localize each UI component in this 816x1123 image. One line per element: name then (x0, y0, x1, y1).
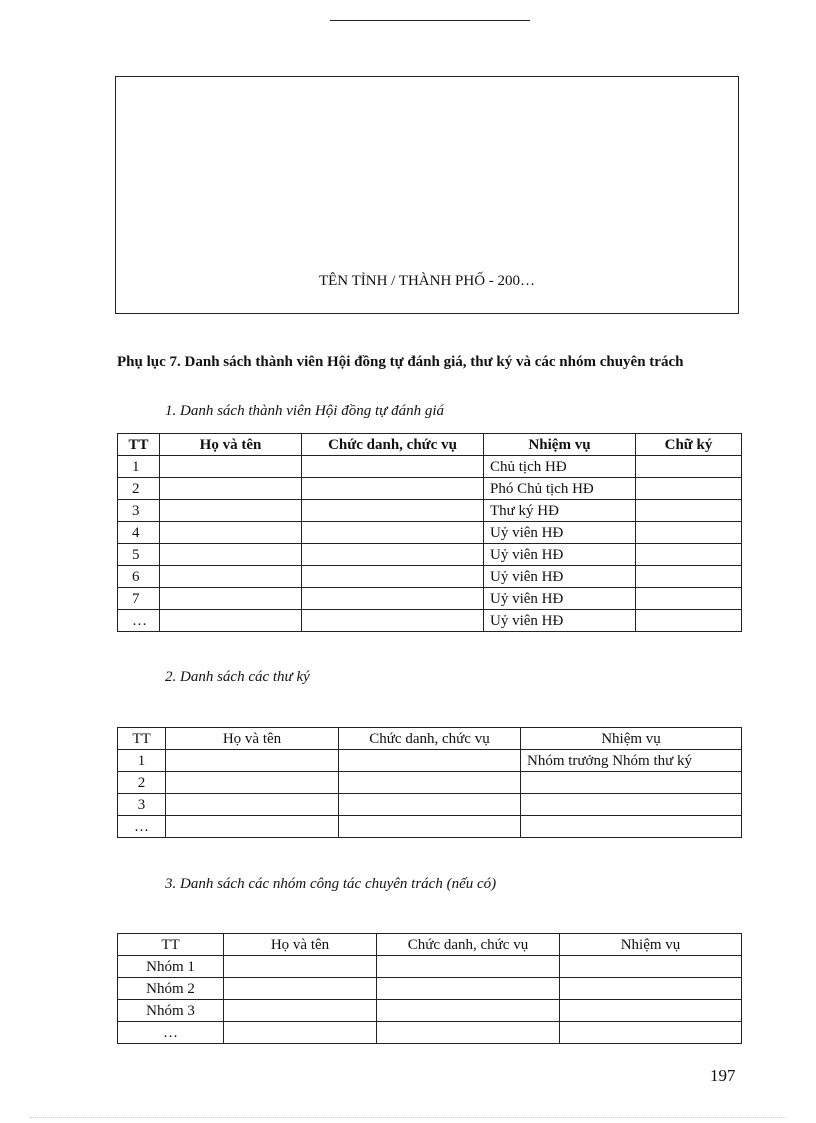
table-cell (166, 816, 339, 838)
section3-title: 3. Danh sách các nhóm công tác chuyên trách (nếu có) (165, 876, 497, 892)
table-row (118, 1000, 742, 1022)
col-title: Chức danh, chức vụ (339, 728, 521, 750)
cover-box (115, 76, 739, 314)
table-cell: Phó Chủ tịch HĐ (484, 478, 636, 500)
table-row (118, 794, 742, 816)
table-cell (377, 956, 560, 978)
table-cell (160, 478, 302, 500)
table-cell: Nhóm 2 (118, 978, 224, 1000)
table-cell (160, 456, 302, 478)
col-name: Họ và tên (160, 434, 302, 456)
table-cell (166, 772, 339, 794)
table-cell: Chủ tịch HĐ (484, 456, 636, 478)
table-cell (521, 794, 742, 816)
table-cell (636, 522, 742, 544)
table-cell (521, 816, 742, 838)
table-cell (377, 1022, 560, 1044)
col-tt: TT (118, 728, 166, 750)
table-row (118, 750, 742, 772)
table-cell (224, 1022, 377, 1044)
table-cell (160, 566, 302, 588)
table-cell (302, 500, 484, 522)
col-title: Chức danh, chức vụ (377, 934, 560, 956)
table-cell (302, 566, 484, 588)
table-cell (339, 750, 521, 772)
table-cell (224, 1000, 377, 1022)
col-title: Chức danh, chức vụ (302, 434, 484, 456)
table-cell (160, 500, 302, 522)
secretaries-table (117, 727, 742, 838)
table-cell (636, 610, 742, 632)
col-name: Họ và tên (224, 934, 377, 956)
table-cell (160, 544, 302, 566)
table-cell (377, 1000, 560, 1022)
table-cell (302, 456, 484, 478)
table-cell (560, 1022, 742, 1044)
top-divider (330, 20, 530, 21)
table-cell: 1 (118, 456, 160, 478)
table-cell (160, 588, 302, 610)
table-cell: Nhóm 1 (118, 956, 224, 978)
council-members-table (117, 433, 742, 632)
bottom-dotted-line (30, 1117, 786, 1118)
table-cell: 2 (118, 772, 166, 794)
table-cell: … (118, 816, 166, 838)
table-header-row (118, 434, 742, 456)
table-cell: Uỷ viên HĐ (484, 544, 636, 566)
table-cell: Uỷ viên HĐ (484, 588, 636, 610)
col-name: Họ và tên (166, 728, 339, 750)
table-cell (302, 610, 484, 632)
cover-place-line: TÊN TỈNH / THÀNH PHỐ - 200… (318, 273, 536, 289)
table-cell (302, 588, 484, 610)
table-cell (560, 1000, 742, 1022)
table-cell: 3 (118, 500, 160, 522)
table-cell: 2 (118, 478, 160, 500)
table-cell (160, 522, 302, 544)
table-cell (302, 478, 484, 500)
task-groups-table (117, 933, 742, 1044)
table-cell: 1 (118, 750, 166, 772)
col-tt: TT (118, 934, 224, 956)
section1-title: 1. Danh sách thành viên Hội đồng tự đánh giá (165, 403, 444, 419)
table-row (118, 522, 742, 544)
table-row (118, 544, 742, 566)
col-duty: Nhiệm vụ (484, 434, 636, 456)
table-row (118, 566, 742, 588)
table-cell: 6 (118, 566, 160, 588)
col-signature: Chữ ký (636, 434, 742, 456)
table-cell: Uỷ viên HĐ (484, 610, 636, 632)
col-tt: TT (118, 434, 160, 456)
table-cell (302, 522, 484, 544)
table-row (118, 956, 742, 978)
table-cell (521, 772, 742, 794)
appendix-title: Phụ lục 7. Danh sách thành viên Hội đồng tự đánh giá, thư ký và các nhóm chuyên trách (117, 354, 684, 370)
table-cell: 3 (118, 794, 166, 816)
table-cell: Nhóm 3 (118, 1000, 224, 1022)
table-cell: Thư ký HĐ (484, 500, 636, 522)
table-cell (636, 588, 742, 610)
table-cell (166, 750, 339, 772)
table-cell (636, 456, 742, 478)
table-cell (636, 478, 742, 500)
page-number: 197 (710, 1066, 736, 1085)
table-cell (302, 544, 484, 566)
table-cell (636, 500, 742, 522)
table-row (118, 772, 742, 794)
table-cell (339, 772, 521, 794)
table-row (118, 500, 742, 522)
table-row (118, 610, 742, 632)
table-header-row (118, 934, 742, 956)
table-row (118, 588, 742, 610)
col-duty: Nhiệm vụ (560, 934, 742, 956)
table-cell (636, 566, 742, 588)
section2-title: 2. Danh sách các thư ký (165, 669, 310, 685)
table-row (118, 1022, 742, 1044)
table-row (118, 478, 742, 500)
table-cell: 4 (118, 522, 160, 544)
table-cell (224, 956, 377, 978)
table-cell (560, 978, 742, 1000)
table-header-row (118, 728, 742, 750)
table-cell (160, 610, 302, 632)
table-cell (224, 978, 377, 1000)
table-cell (339, 816, 521, 838)
table-cell: Uỷ viên HĐ (484, 522, 636, 544)
table-cell: 7 (118, 588, 160, 610)
table-cell: Nhóm trưởng Nhóm thư ký (521, 750, 742, 772)
table-cell: Uỷ viên HĐ (484, 566, 636, 588)
table-cell (636, 544, 742, 566)
table-row (118, 456, 742, 478)
table-row (118, 978, 742, 1000)
col-duty: Nhiệm vụ (521, 728, 742, 750)
table-cell (166, 794, 339, 816)
table-cell: … (118, 610, 160, 632)
table-cell (560, 956, 742, 978)
table-row (118, 816, 742, 838)
table-cell: 5 (118, 544, 160, 566)
table-cell: … (118, 1022, 224, 1044)
table-cell (377, 978, 560, 1000)
table-cell (339, 794, 521, 816)
